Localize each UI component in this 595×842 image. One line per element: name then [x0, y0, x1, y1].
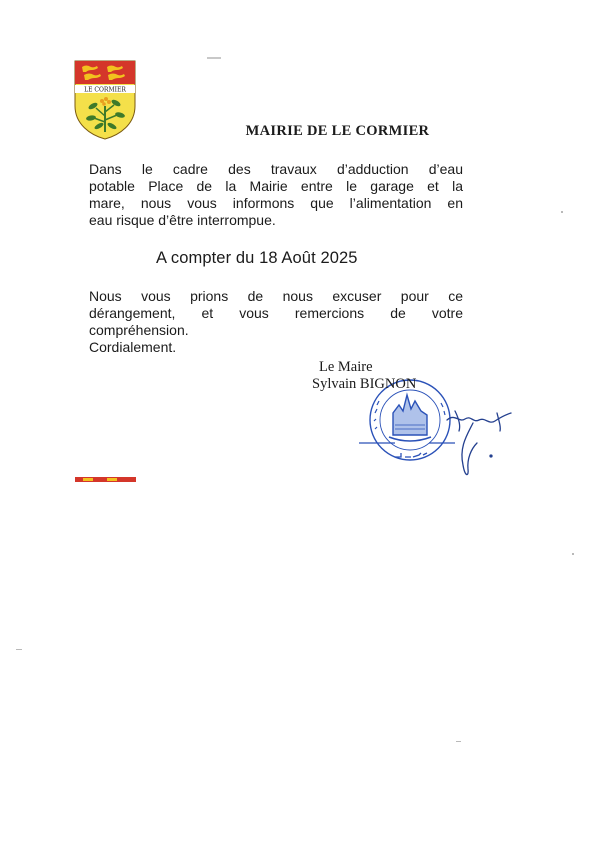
notice-paragraph [89, 161, 463, 229]
closing-text: Cordialement. [89, 339, 177, 355]
scan-speck [16, 649, 22, 650]
signatory-name: Sylvain BIGNON [312, 376, 417, 392]
coat-of-arms-banner: LE CORMIER [84, 86, 126, 94]
notice-line: potable Place de la Mairie entre le garage et la [89, 178, 463, 194]
apology-line: compréhension. [89, 322, 189, 338]
scan-speck [561, 211, 563, 213]
effective-date: A compter du 18 Août 2025 [156, 249, 358, 267]
notice-line: Dans le cadre des travaux d’adduction d’eau [89, 161, 463, 177]
scan-speck [572, 553, 574, 555]
scan-speck [456, 741, 461, 742]
apology-paragraph [89, 288, 463, 356]
notice-line: mare, nous vous informons que l’alimentation en [89, 195, 463, 211]
apology-line: Nous vous prions de nous excuser pour ce [89, 288, 463, 304]
notice-line: eau risque d’être interrompue. [89, 212, 276, 228]
scan-speck [207, 57, 221, 59]
scan-artifact [75, 477, 136, 482]
apology-line: dérangement, et vous remercions de votre [89, 305, 463, 321]
signature-block [312, 359, 416, 393]
signatory-title: Le Maire [319, 359, 373, 375]
page-title: MAIRIE DE LE CORMIER [245, 123, 430, 139]
